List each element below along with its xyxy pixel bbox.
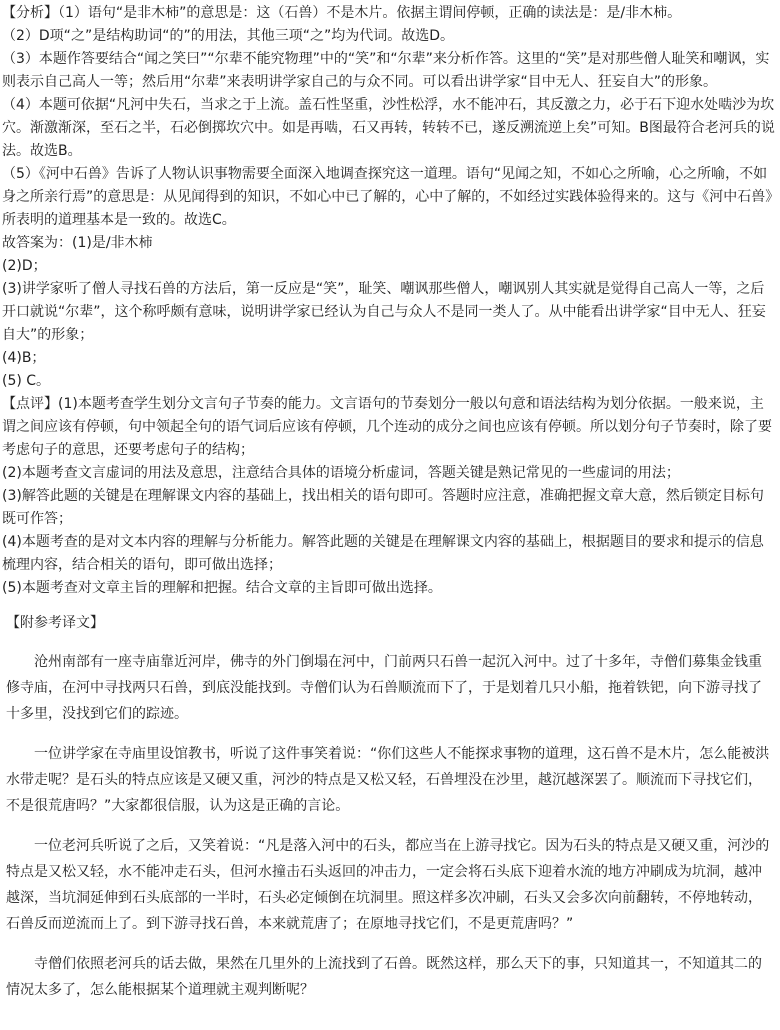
answer-4: (4)B； bbox=[2, 350, 46, 366]
translation-paragraph-2: 一位讲学家在寺庙里设馆教书，听说了这件事笑着说：“你们这些人不能探求事物的道理，这石兽不是木片，怎么能被洪水带走呢？是石头的特点应该是又硬又重，河沙的特点是又松又轻，石兽埋没在沙里，越沉越深罢了。顺流而下寻找它们，不是很荒唐吗？”大家都很信服，认为这是正确的言论。 bbox=[6, 746, 770, 814]
translation-paragraph-3: 一位老河兵听说了之后，又笑着说：“凡是落入河中的石头，都应当在上游寻找它。因为石头的特点是又硬又重，河沙的特点是又松又轻，水不能冲走石头，但河水撞击石头返回的冲击力，一定会将石头底下迎着水流的地方冲刷成为坑洞，越冲越深，当坑洞延伸到石头底部的一半时，石头必定倾倒在坑洞里。照这样多次冲刷，石头又会多次向前翻转，不停地转动，石兽反而逆流而上了。到下游寻找石兽，本来就荒唐了；在原地寻找它们，不是更荒唐吗？” bbox=[6, 838, 770, 932]
translation-section bbox=[2, 612, 776, 1003]
translation-paragraph-4: 寺僧们依照老河兵的话去做，果然在几里外的上流找到了石兽。既然这样，那么天下的事，只知道其一，不知道其二的情况太多了，怎么能根据某个道理就主观判断呢？ bbox=[6, 956, 762, 998]
comment-5: (5)本题考查对文章主旨的理解和把握。结合文章的主旨即可做出选择。 bbox=[2, 580, 442, 596]
analysis-paragraph-4: （4）本题可依据“凡河中失石，当求之于上流。盖石性坚重，沙性松浮，水不能冲石，其反激之力，必于石下迎水处啮沙为坎穴。渐激渐深，至石之半，石必倒掷坎穴中。如是再啮，石又再转，转转不已，遂反溯流逆上矣”可知。B图最符合老河兵的说法。故选B。 bbox=[2, 97, 775, 159]
analysis-paragraph-2: （2）D项“之”是结构助词“的”的用法，其他三项“之”均为代词。故选D。 bbox=[2, 28, 454, 44]
spacer bbox=[2, 635, 776, 649]
comment-section bbox=[2, 393, 776, 600]
answer-intro: 故答案为：(1)是/非木柿 bbox=[2, 235, 153, 251]
analysis-section bbox=[2, 2, 776, 232]
translation-heading: 【附参考译文】 bbox=[6, 615, 104, 631]
answer-3: (3)讲学家听了僧人寻找石兽的方法后，第一反应是“笑”，耻笑、嘲讽那些僧人，嘲讽别人其实就是觉得自己高人一等，之后开口就说“尔辈”，这个称呼颇有意味，说明讲学家已经认为自己与众人不是同一类人了。从中能看出讲学家“目中无人、狂妄自大”的形象； bbox=[2, 281, 766, 343]
answer-2: (2)D； bbox=[2, 258, 47, 274]
comment-3: (3)解答此题的关键是在理解课文内容的基础上，找出相关的语句即可。答题时应注意，准确把握文章大意，然后锁定目标句既可作答； bbox=[2, 488, 764, 527]
answers-section bbox=[2, 232, 776, 393]
answer-5: (5) C。 bbox=[2, 373, 51, 389]
analysis-paragraph-5: （5）《河中石兽》告诉了人物认识事物需要全面深入地调查探究这一道理。语句“见闻之知，不如心之所喻，心之所喻，不如身之所亲行焉”的意思是：从见闻得到的知识，不如心中已了解的，心中了解的，不如经过实践体验得来的。这与《河中石兽》所表明的道理基本是一致的。故选C。 bbox=[2, 166, 773, 228]
comment-1: 【点评】(1)本题考查学生划分文言句子节奏的能力。文言语句的节奏划分一般以句意和语法结构为划分依据。一般来说，主谓之间应该有停顿，句中领起全句的语气词后应该有停顿，几个连动的成分之间也应该有停顿。所以划分句子节奏时，除了要考虑句子的意思，还要考虑句子的结构； bbox=[2, 396, 772, 458]
comment-4: (4)本题考查的是对文本内容的理解与分析能力。解答此题的关键是在理解课文内容的基础上，根据题目的要求和提示的信息梳理内容，结合相关的语句，即可做出选择； bbox=[2, 534, 764, 573]
spacer bbox=[2, 819, 776, 833]
spacer bbox=[2, 727, 776, 741]
spacer bbox=[2, 600, 776, 612]
translation-paragraph-1: 沧州南部有一座寺庙靠近河岸，佛寺的外门倒塌在河中，门前两只石兽一起沉入河中。过了十多年，寺僧们募集金钱重修寺庙，在河中寻找两只石兽，到底没能找到。寺僧们认为石兽顺流而下了，于是划着几只小船，拖着铁钯，向下游寻找了十多里，没找到它们的踪迹。 bbox=[6, 654, 762, 722]
analysis-paragraph-1: 【分析】（1）语句“是非木柿”的意思是：这（石兽）不是木片。依据主谓间停顿，正确的读法是：是/非木柿。 bbox=[2, 5, 682, 21]
comment-2: (2)本题考查文言虚词的用法及意思，注意结合具体的语境分析虚词，答题关键是熟记常见的一些虚词的用法； bbox=[2, 465, 680, 481]
analysis-paragraph-3: （3）本题作答要结合“闻之笑曰”“尔辈不能究物理”中的“笑”和“尔辈”来分析作答。这里的“笑”是对那些僧人耻笑和嘲讽，实则表示自己高人一等；然后用“尔辈”来表明讲学家自己的与众不同。可以看出讲学家“目中无人、狂妄自大”的形象。 bbox=[2, 51, 770, 90]
spacer bbox=[2, 937, 776, 951]
